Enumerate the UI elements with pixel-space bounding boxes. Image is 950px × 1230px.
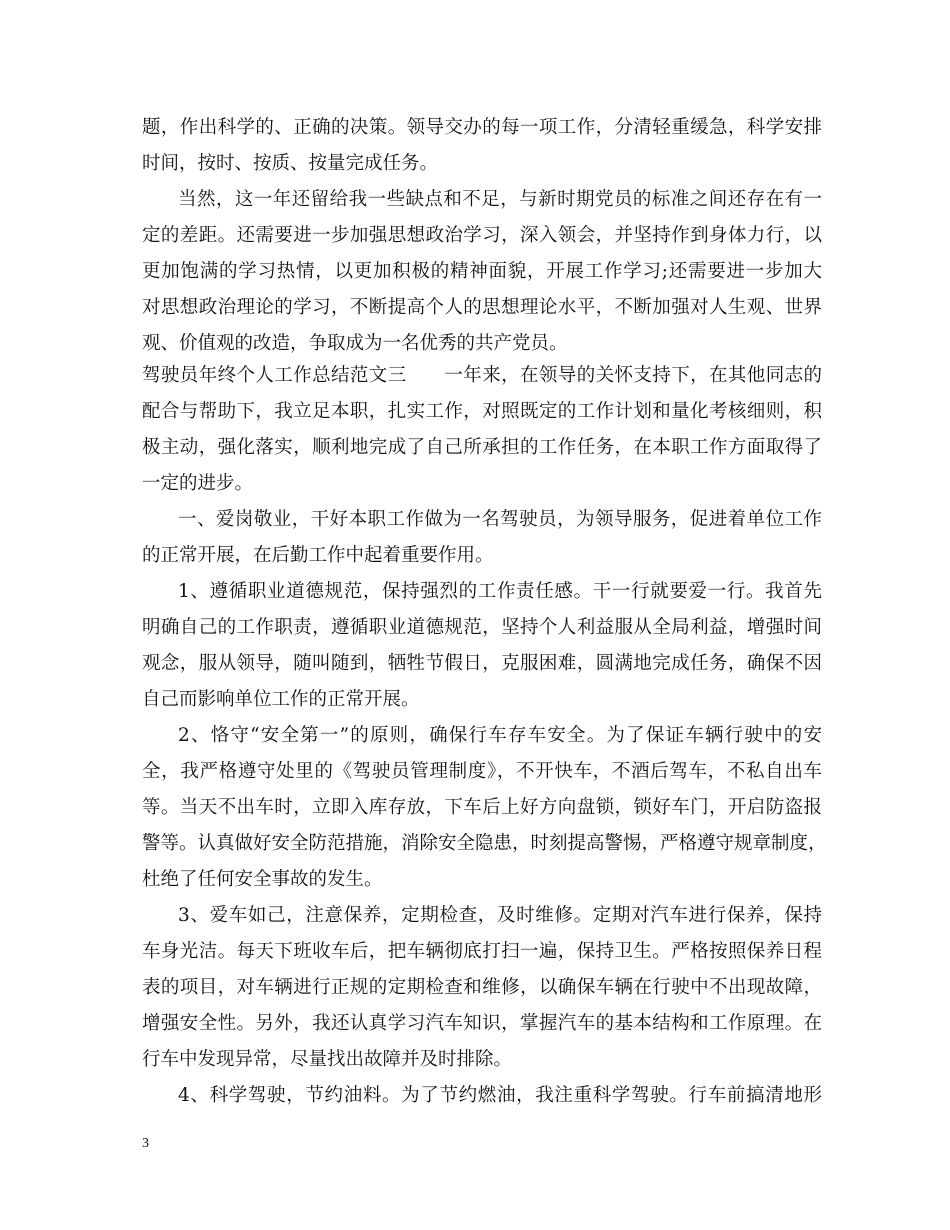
text-line: 一定的进步。 xyxy=(142,473,254,494)
text-line: 杜绝了任何安全事故的发生。 xyxy=(142,869,383,890)
text-line: 驾驶员年终个人工作总结范文三 一年来，在领导的关怀支持下，在其他同志的 xyxy=(142,365,822,386)
text-line: 时间，按时、按质、按量完成任务。 xyxy=(142,153,439,174)
text-line: 对思想政治理论的学习，不断提高个人的思想理论水平，不断加强对人生观、世界 xyxy=(142,297,822,318)
text-line: 题，作出科学的、正确的决策。领导交办的每一项工作，分清轻重缓急，科学安排 xyxy=(142,117,822,138)
page-number: 3 xyxy=(142,1136,149,1151)
text-line: 全，我严格遵守处里的《驾驶员管理制度》，不开快车，不酒后驾车，不私自出车 xyxy=(142,761,822,782)
text-line: 警等。认真做好安全防范措施，消除安全隐患，时刻提高警惕，严格遵守规章制度， xyxy=(142,833,827,854)
text-line: 1、遵循职业道德规范，保持强烈的工作责任感。干一行就要爱一行。我首先 xyxy=(178,581,822,602)
text-line: 的正常开展，在后勤工作中起着重要作用。 xyxy=(142,545,494,566)
text-line: 观、价值观的改造，争取成为一名优秀的共产党员。 xyxy=(142,333,568,354)
text-line: 观念，服从领导，随叫随到，牺牲节假日，克服困难，圆满地完成任务，确保不因 xyxy=(142,653,822,674)
text-line: 表的项目，对车辆进行正规的定期检查和维修，以确保车辆在行驶中不出现故障， xyxy=(142,977,822,998)
text-line: 配合与帮助下，我立足本职，扎实工作，对照既定的工作计划和量化考核细则，积 xyxy=(142,401,822,422)
text-line: 明确自己的工作职责，遵循职业道德规范，坚持个人利益服从全局利益，增强时间 xyxy=(142,617,822,638)
text-line: 自己而影响单位工作的正常开展。 xyxy=(142,689,420,710)
text-line: 行车中发现异常，尽量找出故障并及时排除。 xyxy=(142,1049,513,1070)
text-line: 等。当天不出车时，立即入库存放，下车后上好方向盘锁，锁好车门，开启防盗报 xyxy=(142,797,822,818)
text-line: 车身光洁。每天下班收车后，把车辆彻底打扫一遍，保持卫生。严格按照保养日程 xyxy=(142,941,822,962)
text-line: 当然，这一年还留给我一些缺点和不足，与新时期党员的标准之间还存在有一 xyxy=(178,189,822,210)
text-line: 增强安全性。另外，我还认真学习汽车知识，掌握汽车的基本结构和工作原理。在 xyxy=(142,1013,822,1034)
text-line: 极主动，强化落实，顺利地完成了自己所承担的工作任务，在本职工作方面取得了 xyxy=(142,437,822,458)
text-line: 定的差距。还需要进一步加强思想政治学习，深入领会，并坚持作到身体力行，以 xyxy=(142,225,822,246)
text-line: 一、爱岗敬业，干好本职工作做为一名驾驶员，为领导服务，促进着单位工作 xyxy=(178,509,822,530)
text-line: 4、科学驾驶，节约油料。为了节约燃油，我注重科学驾驶。行车前搞清地形 xyxy=(178,1085,822,1106)
text-line: 2、恪守“安全第一”的原则，确保行车存车安全。为了保证车辆行驶中的安 xyxy=(178,725,822,746)
text-line: 3、爱车如己，注意保养，定期检查，及时维修。定期对汽车进行保养，保持 xyxy=(178,905,822,926)
text-line: 更加饱满的学习热情，以更加积极的精神面貌，开展工作学习;还需要进一步加大 xyxy=(142,261,822,282)
